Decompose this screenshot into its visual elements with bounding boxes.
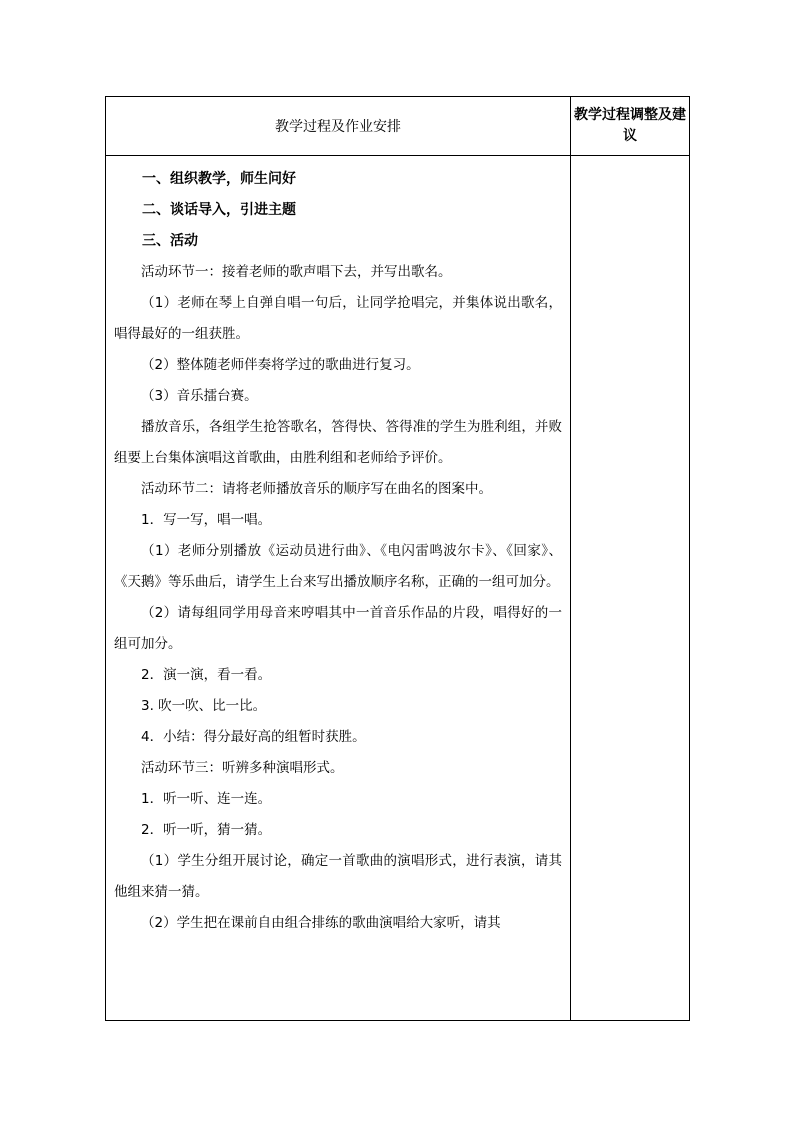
body-row <box>106 156 690 1021</box>
header-process-label: 教学过程及作业安排 <box>275 119 401 135</box>
content-paragraph: 活动环节一：接着老师的歌声唱下去，并写出歌名。 <box>141 264 452 280</box>
header-row <box>106 97 690 156</box>
content-paragraph: 1．听一听、连一连。 <box>141 791 272 807</box>
content-paragraph: 一、组织教学，师生问好 <box>142 171 296 187</box>
content-paragraph: 2．听一听，猜一猜。 <box>141 822 272 838</box>
content-paragraph: 活动环节二：请将老师播放音乐的顺序写在曲名的图案中。 <box>141 481 492 497</box>
content-paragraph: （1）老师在琴上自弹自唱一句后，让同学抢唱完，并集体说出歌名，唱得最好的一组获胜。 <box>114 295 562 342</box>
header-adjustment-cell <box>571 97 690 156</box>
content-paragraph: （1）学生分组开展讨论，确定一首歌曲的演唱形式，进行表演，请其他组来猜一猜。 <box>114 853 562 900</box>
content-paragraph: 1．写一写，唱一唱。 <box>141 512 272 528</box>
content-paragraph: 4．小结：得分最好高的组暂时获胜。 <box>141 729 366 745</box>
lesson-plan-table <box>105 96 690 1021</box>
content-paragraph: （2）学生把在课前自由组合排练的歌曲演唱给大家听，请其 <box>141 915 501 931</box>
content-paragraph: 2．演一演，看一看。 <box>141 667 272 683</box>
header-adjustment-label: 教学过程调整及建议 <box>574 107 686 144</box>
content-paragraph: （2）整体随老师伴奏将学过的歌曲进行复习。 <box>141 357 420 373</box>
content-paragraph: 二、谈话导入，引进主题 <box>142 202 296 218</box>
content-paragraph: 活动环节三：听辨多种演唱形式。 <box>141 760 344 776</box>
content-paragraph: 播放音乐，各组学生抢答歌名，答得快、答得准的学生为胜利组，并败组要上台集体演唱这首歌曲，由胜利组和老师给予评价。 <box>114 419 562 466</box>
content-paragraph: （1）老师分别播放《运动员进行曲》、《电闪雷鸣波尔卡》、《回家》、《天鹅》等乐曲后，请学生上台来写出播放顺序名称，正确的一组可加分。 <box>114 543 562 590</box>
adjustment-content-cell <box>571 156 690 1021</box>
header-process-cell <box>106 97 571 156</box>
process-content-cell <box>106 156 571 1021</box>
process-content <box>106 156 570 939</box>
content-paragraph: 3. 吹一吹、比一比。 <box>141 698 267 714</box>
content-paragraph: 三、活动 <box>142 233 198 249</box>
content-paragraph: （3）音乐擂台赛。 <box>141 388 258 404</box>
content-paragraph: （2）请每组同学用母音来哼唱其中一首音乐作品的片段，唱得好的一组可加分。 <box>114 605 562 652</box>
